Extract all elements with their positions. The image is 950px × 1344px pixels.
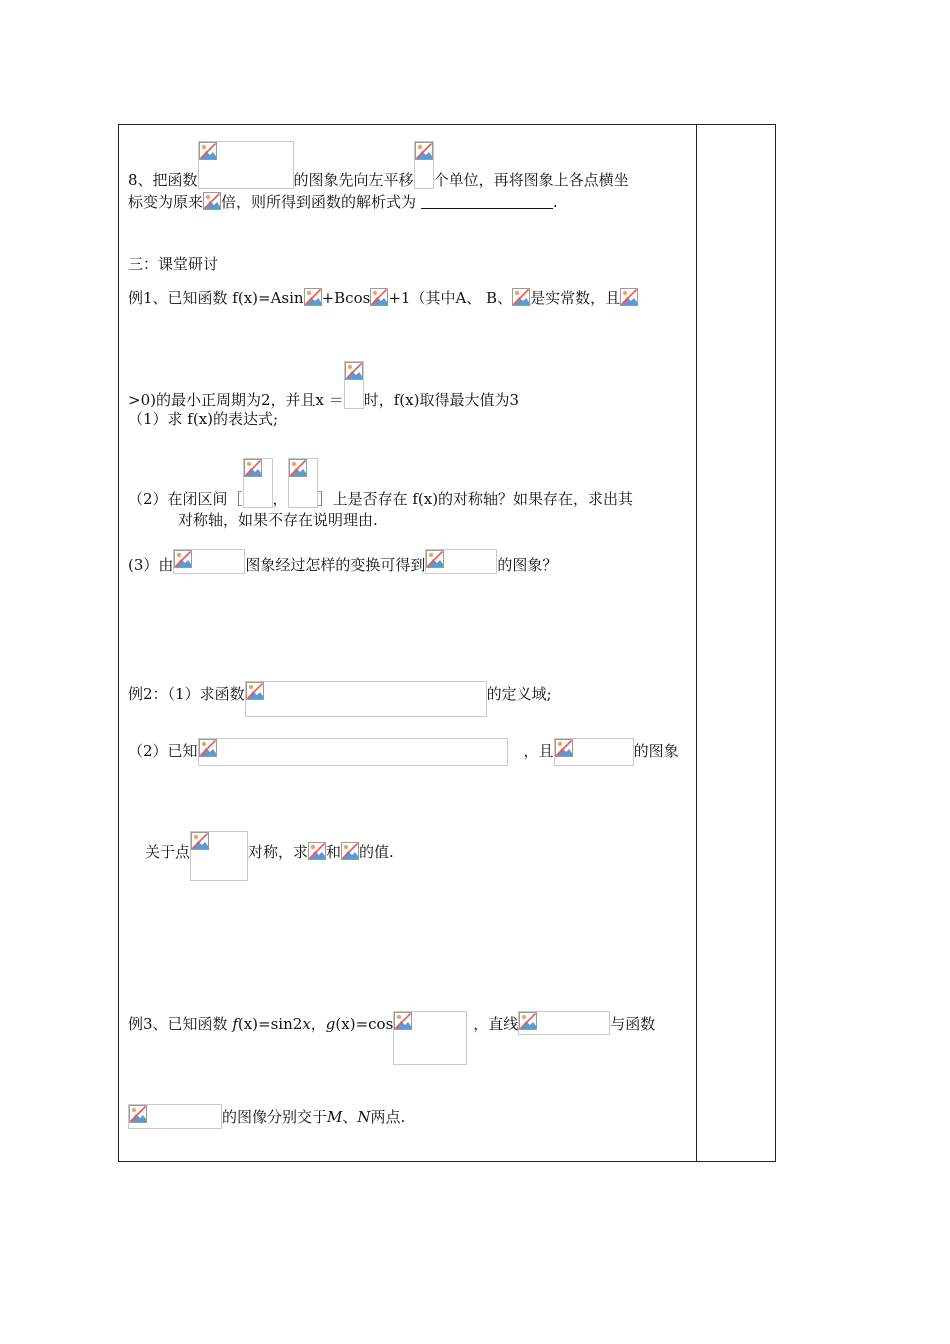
broken-image-icon [199, 142, 217, 160]
broken-image-icon [304, 288, 322, 306]
ex2-line-2: （2）已知 ，且 的图象 [128, 738, 679, 766]
broken-image-icon [244, 459, 262, 477]
broken-image-icon [203, 192, 221, 210]
formula-image [198, 141, 294, 189]
broken-image-icon [308, 842, 326, 860]
ex3-line-1: 例3、已知函数 f(x)=sin2x，g(x)=cos ，直线 与函数 [128, 1011, 655, 1065]
table-frame [118, 124, 776, 1162]
ex2-line-3: 关于点 对称，求 和 的值. [145, 831, 394, 881]
broken-image-icon [370, 288, 388, 306]
formula-image [414, 141, 434, 189]
broken-image-icon [174, 550, 192, 568]
broken-image-icon [129, 1105, 147, 1123]
q8-line-2: 标变为原来 倍，则所得到函数的解析式为 . [128, 193, 558, 211]
formula-image [425, 549, 497, 574]
ex1-q2-line-1: （2）在闭区间［ ， ］上是否存在 f(x)的对称轴？如果存在，求出其 [128, 458, 633, 508]
ex1-q1: （1）求 f(x)的表达式; [128, 410, 279, 428]
ex2-line-1: 例2：（1）求函数 的定义域; [128, 681, 552, 717]
q8-line-1: 8、把函数 的图象先向左平移 个单位，再将图象上各点横坐 [128, 141, 629, 189]
table-column-divider [696, 124, 697, 1162]
formula-image [243, 458, 273, 508]
section-title: 三：课堂研讨 [128, 255, 219, 273]
broken-image-icon [415, 142, 433, 160]
formula-image [198, 738, 508, 766]
broken-image-icon [620, 288, 638, 306]
ex3-line-2: 的图像分别交于M、N两点. [128, 1104, 405, 1129]
formula-image [128, 1104, 222, 1129]
formula-image [190, 831, 248, 881]
broken-image-icon [345, 362, 363, 380]
broken-image-icon [426, 550, 444, 568]
broken-image-icon [394, 1012, 412, 1030]
broken-image-icon [199, 739, 217, 757]
formula-image [173, 549, 245, 574]
ex1-q2-line-2: 对称轴，如果不存在说明理由. [178, 511, 378, 529]
answer-blank [421, 192, 553, 209]
broken-image-icon [555, 739, 573, 757]
broken-image-icon [289, 459, 307, 477]
formula-image [245, 681, 487, 717]
broken-image-icon [341, 842, 359, 860]
ex1-line-2: >0)的最小正周期为2，并且x ＝ 时，f(x)取得最大值为3 [128, 361, 519, 409]
broken-image-icon [512, 288, 530, 306]
ex1-line-1: 例1、已知函数 f(x)=Asin +Bcos +1（其中A、 B、 是实常数，且 [128, 288, 638, 307]
broken-image-icon [191, 832, 209, 850]
formula-image [393, 1011, 467, 1065]
formula-image [518, 1011, 610, 1035]
formula-image [288, 458, 318, 508]
formula-image [344, 361, 364, 409]
ex1-q3: (3）由 图象经过怎样的变换可得到 的图象？ [128, 549, 557, 574]
formula-image [554, 738, 634, 766]
broken-image-icon [519, 1012, 537, 1030]
broken-image-icon [246, 682, 264, 700]
